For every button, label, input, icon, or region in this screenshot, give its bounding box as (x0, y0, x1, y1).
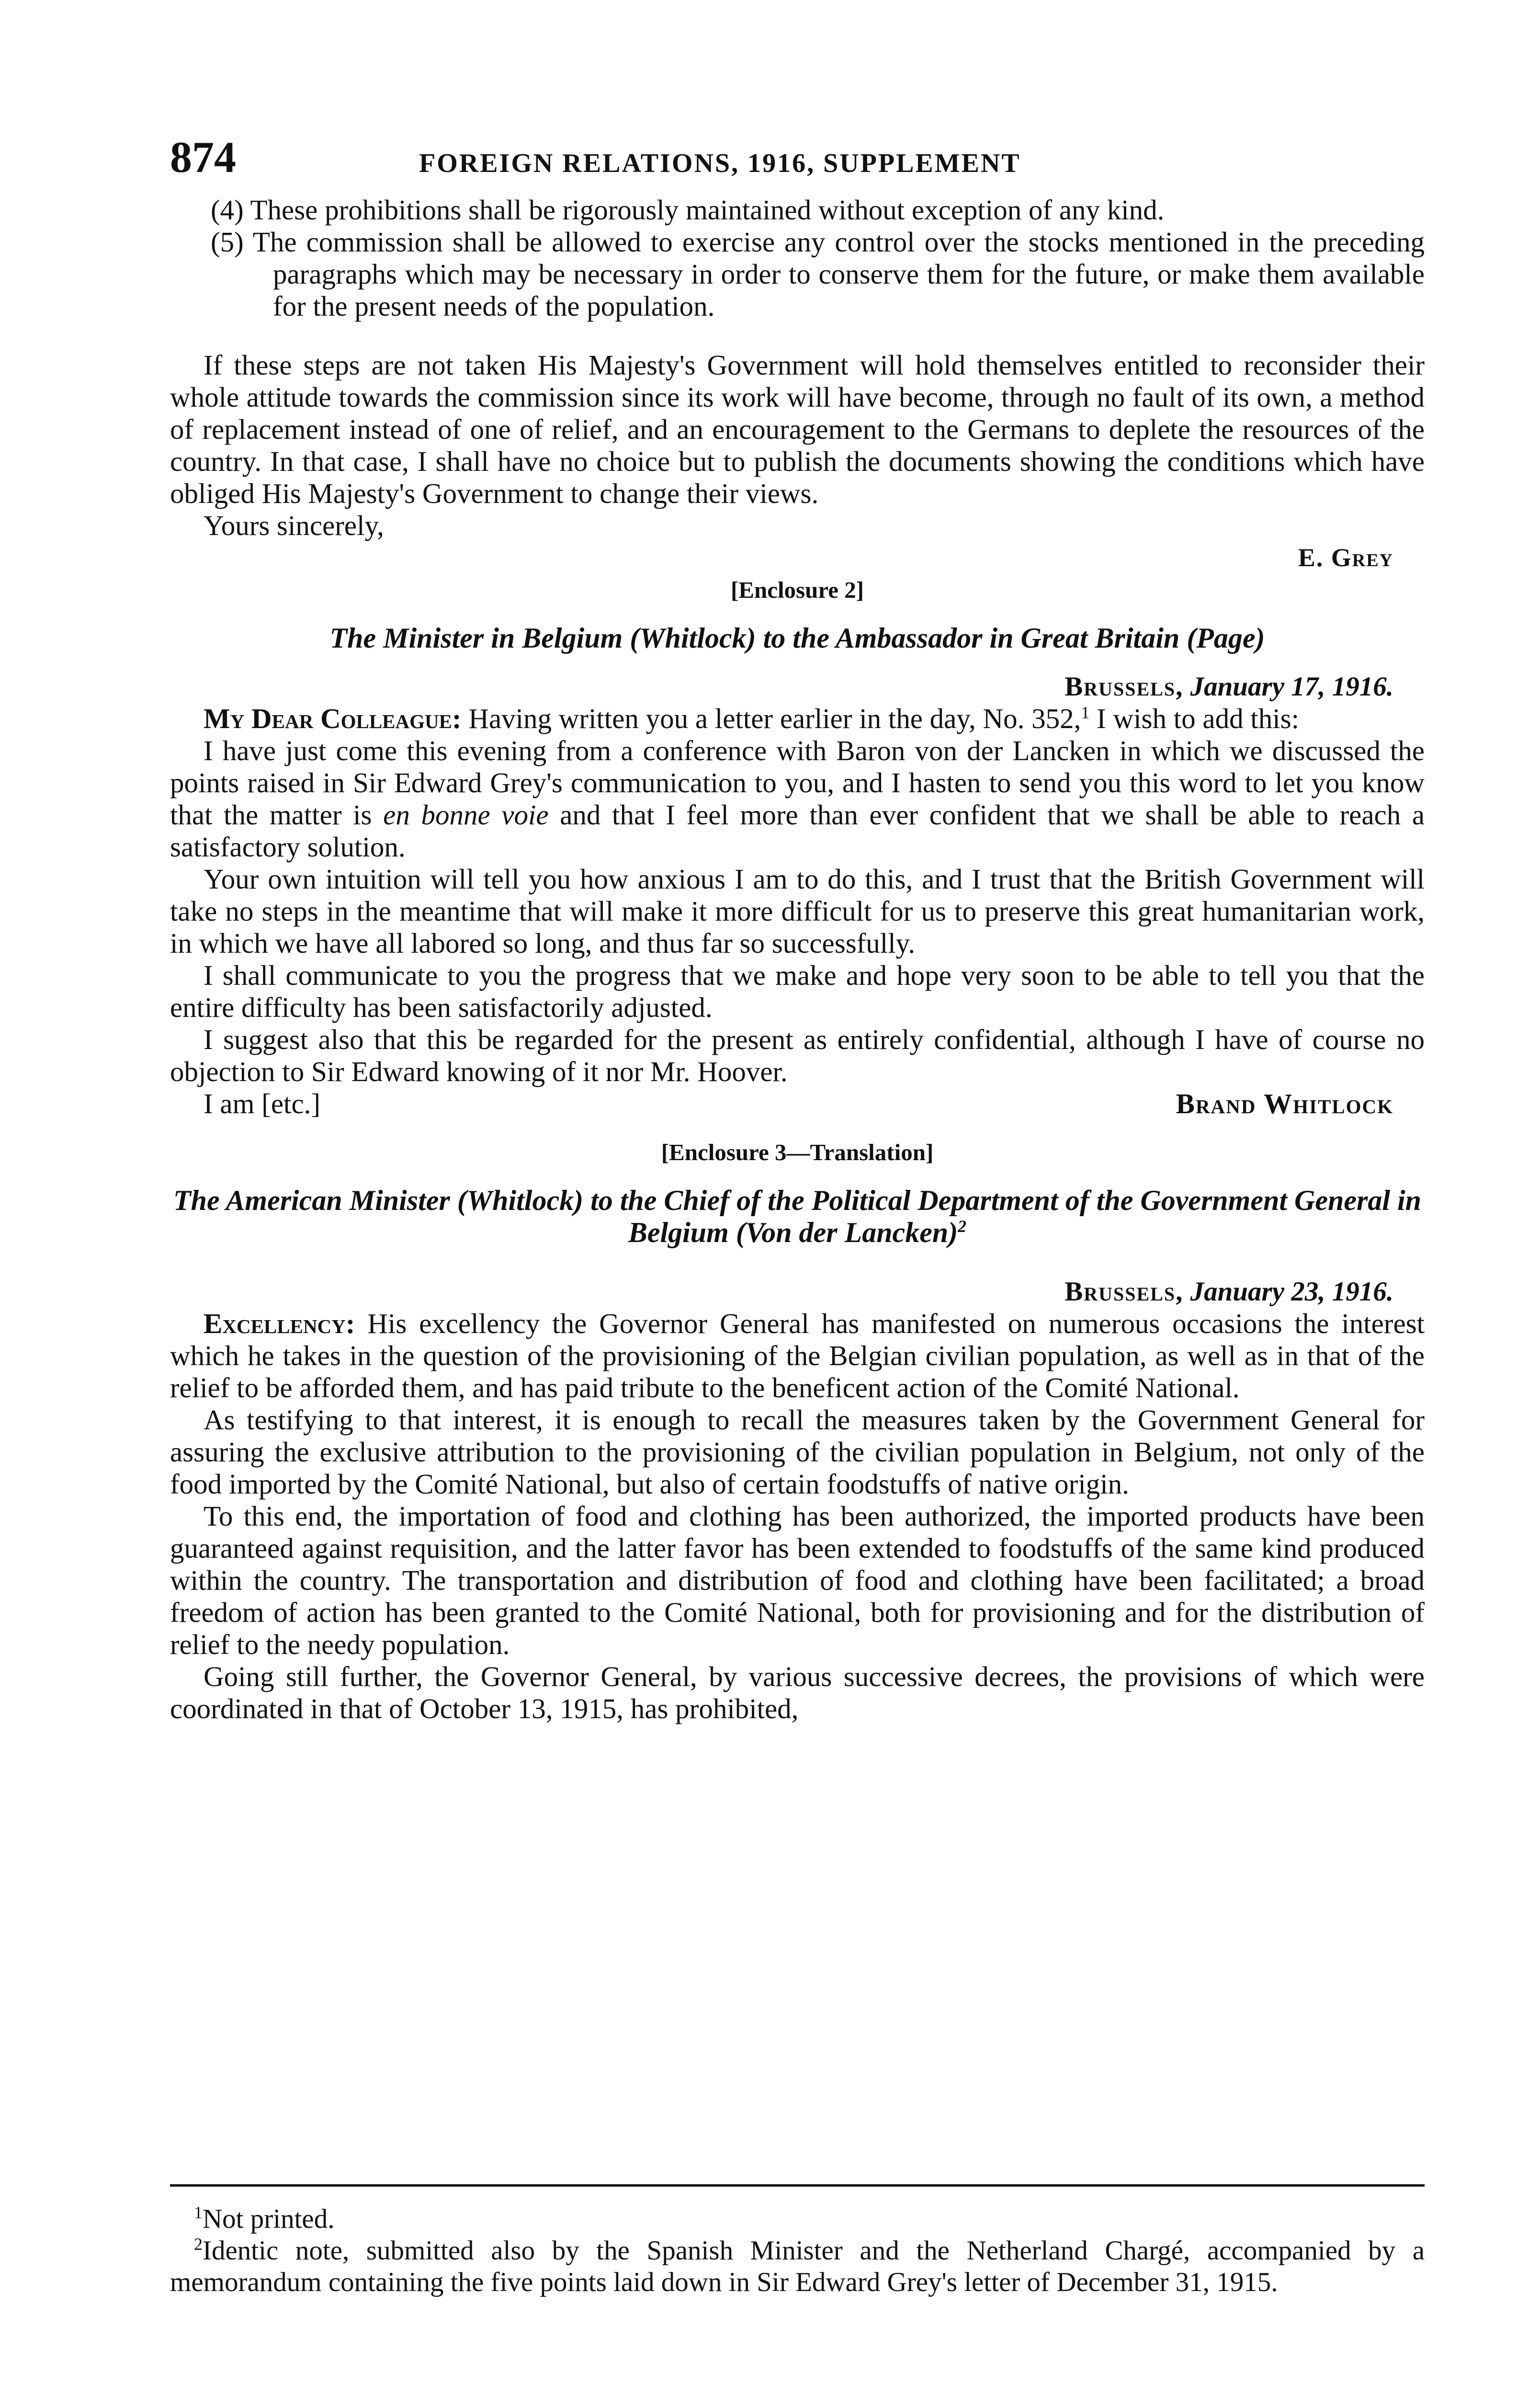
footnote (170, 2235, 1425, 2298)
letter-opening (170, 703, 1425, 735)
letter-paragraph: I shall communicate to you the progress that we make and hope very soon to be able to tell you that the entire difficulty has been satisfactorily adjusted. (170, 959, 1425, 1023)
page-content (170, 132, 1425, 1725)
salutation: Excellency: (204, 1308, 355, 1339)
dateline-date: January 23, 1916. (1190, 1277, 1393, 1307)
dateline (170, 671, 1425, 703)
page-header (170, 132, 1425, 194)
document-title: The Minister in Belgium (Whitlock) to the Ambassador in Great Britain (Page) (329, 622, 1265, 654)
salutation: My Dear Colleague: (204, 703, 462, 734)
opening-tail: I wish to add this: (1097, 703, 1299, 734)
letter-paragraph: As testifying to that interest, it is enough to recall the measures taken by the Government General for assuring the exclusive attribution to the provisioning of the civilian population in Belgium, not only of the food imported by the Comité National, but also of certain foodstuffs of native origin. (170, 1404, 1425, 1500)
dateline-date: January 17, 1916. (1190, 672, 1393, 702)
signature-whitlock: Brand Whitlock (1176, 1088, 1393, 1119)
page-number: 874 (170, 133, 236, 182)
letter-paragraph: I suggest also that this be regarded for the present as entirely confidential, although I have of course no objection to Sir Edward knowing of it nor Mr. Hoover. (170, 1024, 1425, 1087)
footnote-text: Not printed. (203, 2204, 335, 2234)
letter-paragraph (170, 1308, 1425, 1404)
letter-closing: I am [etc.] (204, 1088, 321, 1119)
running-head: FOREIGN RELATIONS, 1916, SUPPLEMENT (419, 148, 1021, 178)
signature-grey: E. Grey (1298, 543, 1393, 572)
letter-paragraph: Going still further, the Governor General, by various successive decrees, the provisions of which were coordinated in that of October 13, 1915, has prohibited, (170, 1661, 1425, 1724)
footnote-text: Identic note, submitted also by the Spanish Minister and the Netherland Chargé, accompanied by a memorandum containing the five points laid down in Sir Edward Grey's letter of December 31, 1915. (170, 2235, 1425, 2297)
list-item: (5) The commission shall be allowed to exercise any control over the stocks mentioned in the preceding paragraphs which may be necessary in order to conserve them for the future, or make them available for the present needs of the population. (211, 226, 1425, 322)
letter-paragraph: Your own intuition will tell you how anxious I am to do this, and I trust that the British Government will take no steps in the meantime that will make it more difficult for us to preserve this great humanitarian work, in which we have all labored so long, and thus far so successfully. (170, 863, 1425, 959)
closing-row (170, 1088, 1425, 1120)
paragraph-text: and that I feel more than ever confident that we shall be able to reach a satisfactory solution. (170, 799, 1425, 863)
footnote-ref: 1 (1081, 703, 1090, 722)
footnote-divider (170, 2184, 1425, 2187)
letter-closing: Yours sincerely, (204, 510, 384, 541)
title-text: The American Minister (Whitlock) to the Chief of the Political Department of the Government General in Belgium (Von der Lancken) (173, 1185, 1422, 1248)
document-title (170, 1185, 1425, 1249)
dateline-place: Brussels, (1064, 672, 1184, 702)
dateline-place: Brussels, (1064, 1277, 1184, 1307)
letter-paragraph (170, 735, 1425, 863)
footnote-ref: 2 (958, 1217, 967, 1236)
dateline (170, 1276, 1425, 1308)
enclosure-label: [Enclosure 3—Translation] (661, 1139, 934, 1165)
letter-paragraph: If these steps are not taken His Majesty's Government will hold themselves entitled to reconsider their whole attitude towards the commission since its work will have become, through no fault of its own, a method of replacement instead of one of relief, and an encouragement to the Germans to deplete the resources of the country. In that case, I shall have no choice but to publish the documents showing the conditions which have obliged His Majesty's Government to change their views. (170, 349, 1425, 509)
footnote (170, 2203, 1425, 2235)
letter-paragraph: To this end, the importation of food and clothing has been authorized, the imported products have been guaranteed against requisition, and the latter favor has been extended to foodstuffs of the same kind produced within the country. The transportation and distribution of food and clothing have been facilitated; a broad freedom of action has been granted to the Comité National, both for provisioning and for the distribution of relief to the needy population. (170, 1500, 1425, 1660)
enclosure-label: [Enclosure 2] (730, 577, 864, 603)
paragraph-text: I have just come this evening from a conference with Baron von der Lancken in which we discussed the points raised in Sir Edward Grey's communication to you, and I hasten to send you this word to let you know that the matter is (170, 735, 1425, 831)
list-item: (4) These prohibitions shall be rigorously maintained without exception of any kind. (211, 194, 1165, 226)
paragraph-text: His excellency the Governor General has manifested on numerous occasions the interest which he takes in the question of the provisioning of the Belgian civilian population, as well as in that of the relief to be afforded them, and has paid tribute to the beneficent action of the Comité National. (170, 1308, 1425, 1403)
opening-text: Having written you a letter earlier in the day, No. 352, (468, 703, 1081, 734)
italic-phrase: en bonne voie (383, 799, 549, 831)
footnotes (170, 2203, 1425, 2298)
footnote-mark: 2 (194, 2235, 203, 2254)
footnote-mark: 1 (194, 2203, 203, 2222)
